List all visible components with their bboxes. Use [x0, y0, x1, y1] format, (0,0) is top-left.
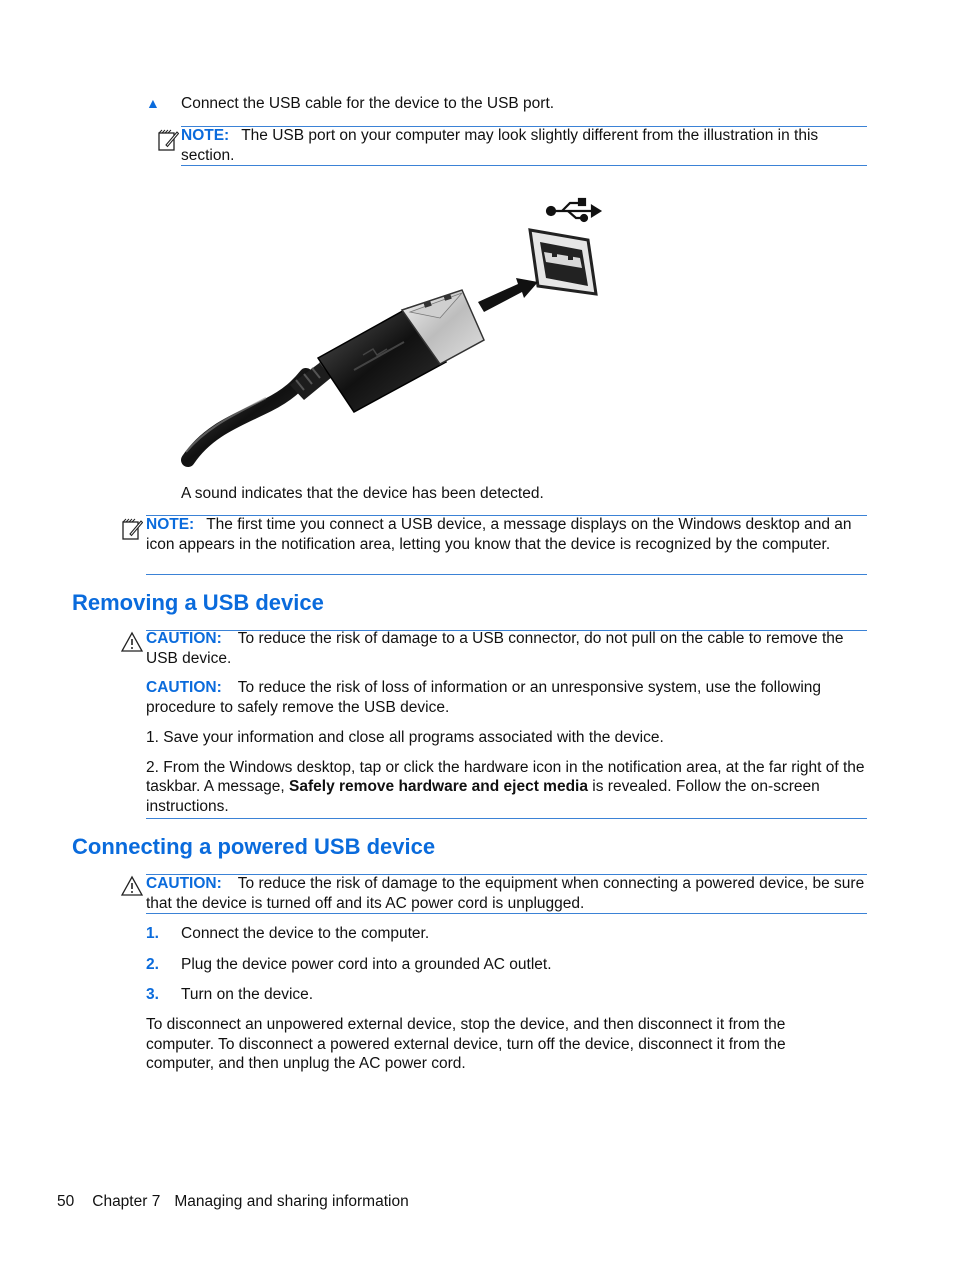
- step-number: 2.: [146, 956, 159, 973]
- step-text: Turn on the device.: [181, 986, 314, 1003]
- step-number: 1.: [146, 925, 159, 942]
- note-label: NOTE:: [146, 516, 195, 533]
- note-icon: [121, 517, 143, 541]
- usb-symbol-icon: [547, 199, 600, 221]
- note-text: The USB port on your computer may look slightly different from the illustration in this section.: [181, 127, 819, 164]
- note-block: [181, 126, 867, 165]
- caution-bottom-rule: [146, 913, 867, 914]
- closing-paragraph: To disconnect an unpowered external device, stop the device, and then disconnect it from the computer. To disconnect a powered external device, turn off the device, disconnect it from the computer, and then unplug the AC power cord.: [146, 1016, 786, 1072]
- procedure-step: 2. From the Windows desktop, tap or click the hardware icon in the notification area, at the far right of the taskbar. A message, Safely remove hardware and eject media is revealed. Follow the on-screen instructions.: [146, 758, 865, 815]
- usb-port: [530, 230, 596, 294]
- caution-icon: [120, 631, 144, 653]
- detected-text: A sound indicates that the device has been detected.: [181, 485, 544, 502]
- note-label: NOTE:: [181, 127, 230, 144]
- note-icon: [157, 128, 179, 152]
- caution-text: To reduce the risk of loss of information or an unresponsive system, use the following procedure to safely remove the USB device.: [146, 679, 822, 716]
- caution-label: CAUTION:: [146, 630, 222, 647]
- step-text: Connect the device to the computer.: [181, 925, 430, 942]
- note-bottom-rule: [181, 165, 867, 166]
- footer: [57, 1192, 409, 1212]
- step-bullet-icon: ▲: [146, 95, 160, 111]
- step-text: Connect the USB cable for the device to the USB port.: [181, 95, 555, 112]
- caution-block: [146, 629, 867, 816]
- note-text: The first time you connect a USB device, a message displays on the Windows desktop and an icon appears in the notification area, letting you know that the device is recognized by the computer.: [146, 516, 852, 553]
- chapter-title: Managing and sharing information: [174, 1193, 409, 1210]
- insert-arrow-icon: [478, 278, 538, 312]
- chapter-label: Chapter 7: [92, 1193, 161, 1210]
- emphasis-text: Safely remove hardware and eject media: [289, 778, 588, 795]
- section-heading: Removing a USB device: [72, 590, 324, 615]
- page-number: 50: [57, 1193, 75, 1210]
- step-number: 3.: [146, 986, 159, 1003]
- caution-text: To reduce the risk of damage to the equipment when connecting a powered device, be sure that the device is turned off and its AC power cord is unplugged.: [146, 875, 865, 912]
- note-bottom-rule: [146, 574, 867, 575]
- caution-text: To reduce the risk of damage to a USB connector, do not pull on the cable to remove the USB device.: [146, 630, 844, 667]
- section-heading: Connecting a powered USB device: [72, 834, 436, 859]
- note-block: [146, 515, 867, 554]
- usb-connection-illustration: [178, 190, 618, 470]
- procedure-step: 1. Save your information and close all programs associated with the device.: [146, 729, 664, 746]
- step-text: Plug the device power cord into a grounded AC outlet.: [181, 956, 552, 973]
- caution-label: CAUTION:: [146, 679, 222, 696]
- caution-icon: [120, 875, 144, 897]
- caution-block: [146, 874, 867, 913]
- caution-bottom-rule: [146, 818, 867, 819]
- caution-label: CAUTION:: [146, 875, 222, 892]
